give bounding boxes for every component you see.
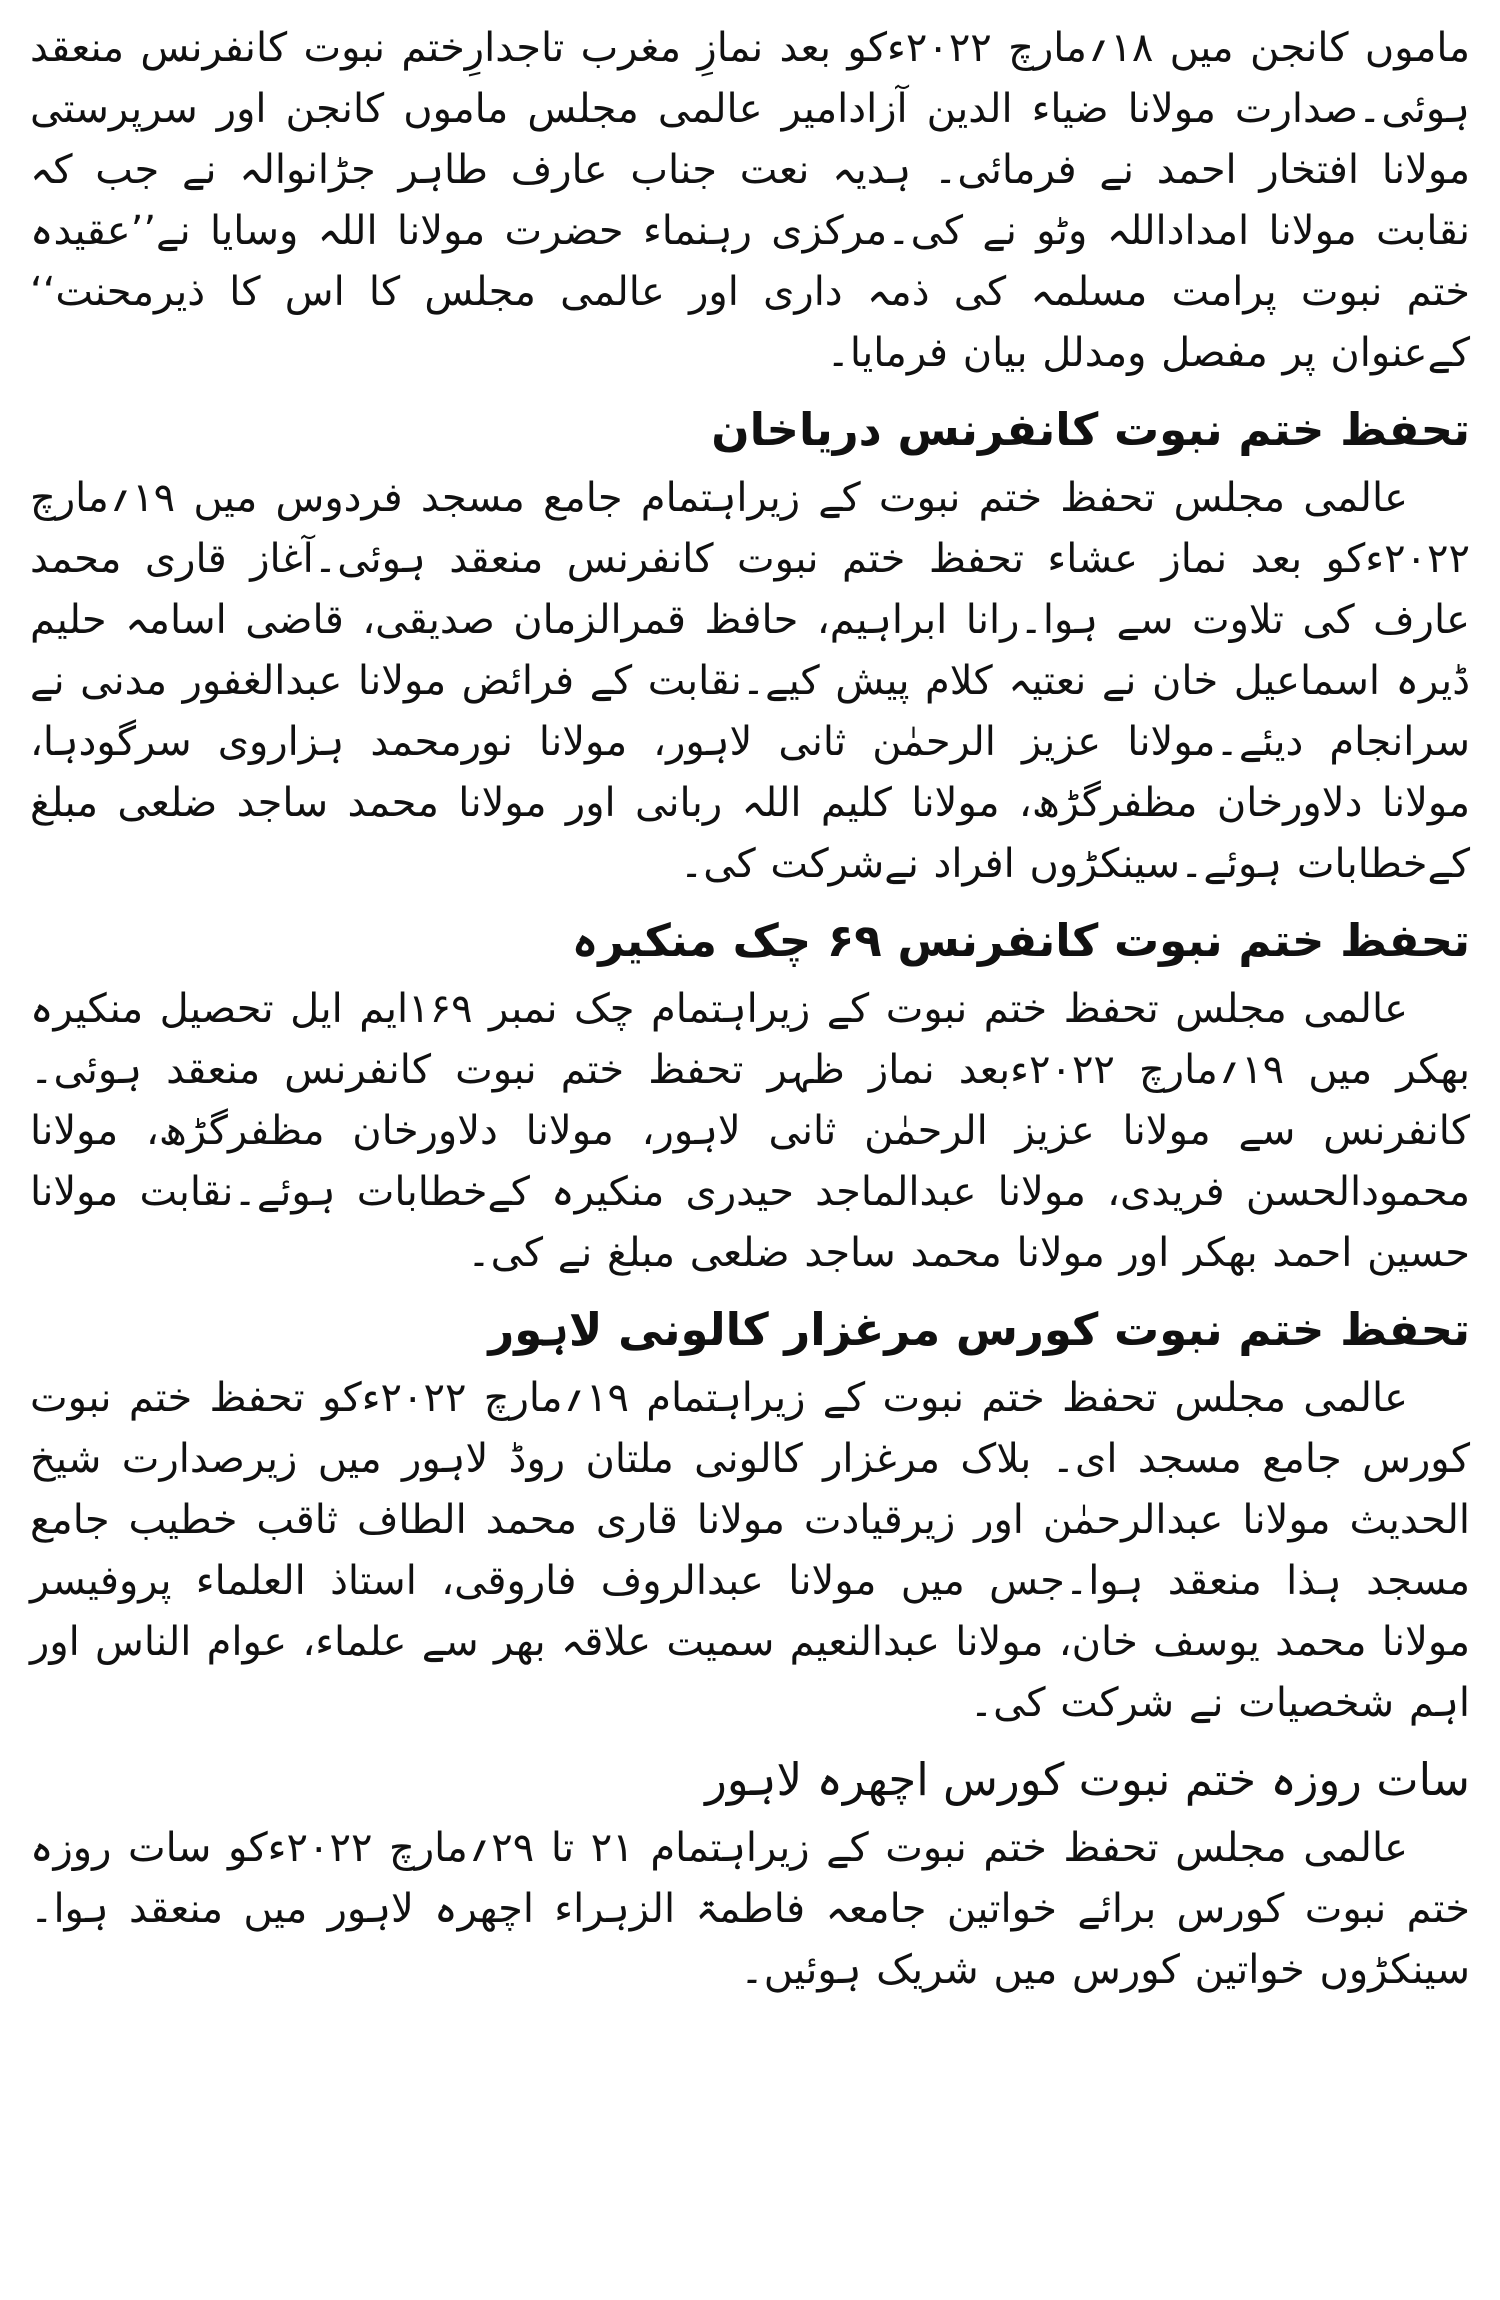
section-heading-darya-khan: تحفظ ختم نبوت کانفرنس دریاخان	[711, 403, 1470, 456]
section-heading-ichhra-course: سات روزہ ختم نبوت کورس اچھرہ لاہور	[705, 1753, 1470, 1806]
section-heading-chak-mankera: تحفظ ختم نبوت کانفرنس ۶۹ چک منکیرہ	[571, 914, 1470, 967]
section-heading-marghzar-colony: تحفظ ختم نبوت کورس مرغزار کالونی لاہور	[488, 1303, 1470, 1356]
section-paragraph-marghzar-colony: عالمی مجلس تحفظ ختم نبوت کے زیراہتمام ۱۹؍مارچ ۲۰۲۲ءکو تحفظ ختم نبوت کورس جامع مسجد ای۔ بلاک مرغزار کالونی ملتان روڈ لاہور میں زیرصدارت شیخ الحدیث مولانا عبدالرحمٰن اور زیرقیادت مولانا قاری محمد الطاف ثاقب خطیب جامع مسجد ہذا منعقد ہوا۔جس میں مولانا عبدالروف فاروقی، استاذ العلماء پروفیسر مولانا محمد یوسف خان، مولانا عبدالنعیم سمیت علاقہ بھر سے علماء، عوام الناس اور اہم شخصیات نے شرکت کی۔	[30, 1375, 1470, 1726]
section-paragraph-ichhra-course: عالمی مجلس تحفظ ختم نبوت کے زیراہتمام ۲۱ تا ۲۹؍مارچ ۲۰۲۲ءکو سات روزہ ختم نبوت کورس برائے خواتین جامعہ فاطمۃ الزہراء اچھرہ لاہور میں منعقد ہوا۔سینکڑوں خواتین کورس میں شریک ہوئیں۔	[30, 1825, 1470, 1993]
intro-paragraph: ماموں کانجن میں ۱۸؍مارچ ۲۰۲۲ءکو بعد نمازِ مغرب تاجدارِختم نبوت کانفرنس منعقد ہوئی۔صدارت مولانا ضیاء الدین آزادامیر عالمی مجلس ماموں کانجن اور سرپرستی مولانا افتخار احمد نے فرمائی۔ ہدیہ نعت جناب عارف طاہر جڑانوالہ نے جب کہ نقابت مولانا امداداللہ وٹو نے کی۔مرکزی رہنماء حضرت مولانا اللہ وسایا نے’’عقیدہ ختم نبوت پرامت مسلمہ کی ذمہ داری اور عالمی مجلس کا اس کا ذیرمحنت‘‘ کےعنوان پر مفصل ومدلل بیان فرمایا۔	[30, 25, 1471, 376]
section-paragraph-darya-khan: عالمی مجلس تحفظ ختم نبوت کے زیراہتمام جامع مسجد فردوس میں ۱۹؍مارچ ۲۰۲۲ءکو بعد نماز عشاء تحفظ ختم نبوت کانفرنس منعقد ہوئی۔آغاز قاری محمد عارف کی تلاوت سے ہوا۔رانا ابراہیم، حافظ قمرالزمان صدیقی، قاضی اسامہ حلیم ڈیرہ اسماعیل خان نے نعتیہ کلام پیش کیے۔نقابت کے فرائض مولانا عبدالغفور مدنی نے سرانجام دیئے۔مولانا عزیز الرحمٰن ثانی لاہور، مولانا نورمحمد ہزاروی سرگودہا، مولانا دلاورخان مظفرگڑھ، مولانا کلیم اللہ ربانی اور مولانا محمد ساجد ضلعی مبلغ کےخطابات ہوئے۔سینکڑوں افراد نےشرکت کی۔	[30, 475, 1470, 887]
section-paragraph-chak-mankera: عالمی مجلس تحفظ ختم نبوت کے زیراہتمام چک نمبر ۱۶۹ایم ایل تحصیل منکیرہ بھکر میں ۱۹؍مارچ ۲۰۲۲ءبعد نماز ظہر تحفظ ختم نبوت کانفرنس منعقد ہوئی۔کانفرنس سے مولانا عزیز الرحمٰن ثانی لاہور، مولانا دلاورخان مظفرگڑھ، مولانا محمودالحسن فریدی، مولانا عبدالماجد حیدری منکیرہ کےخطابات ہوئے۔نقابت مولانا حسین احمد بھکر اور مولانا محمد ساجد ضلعی مبلغ نے کی۔	[30, 986, 1471, 1276]
